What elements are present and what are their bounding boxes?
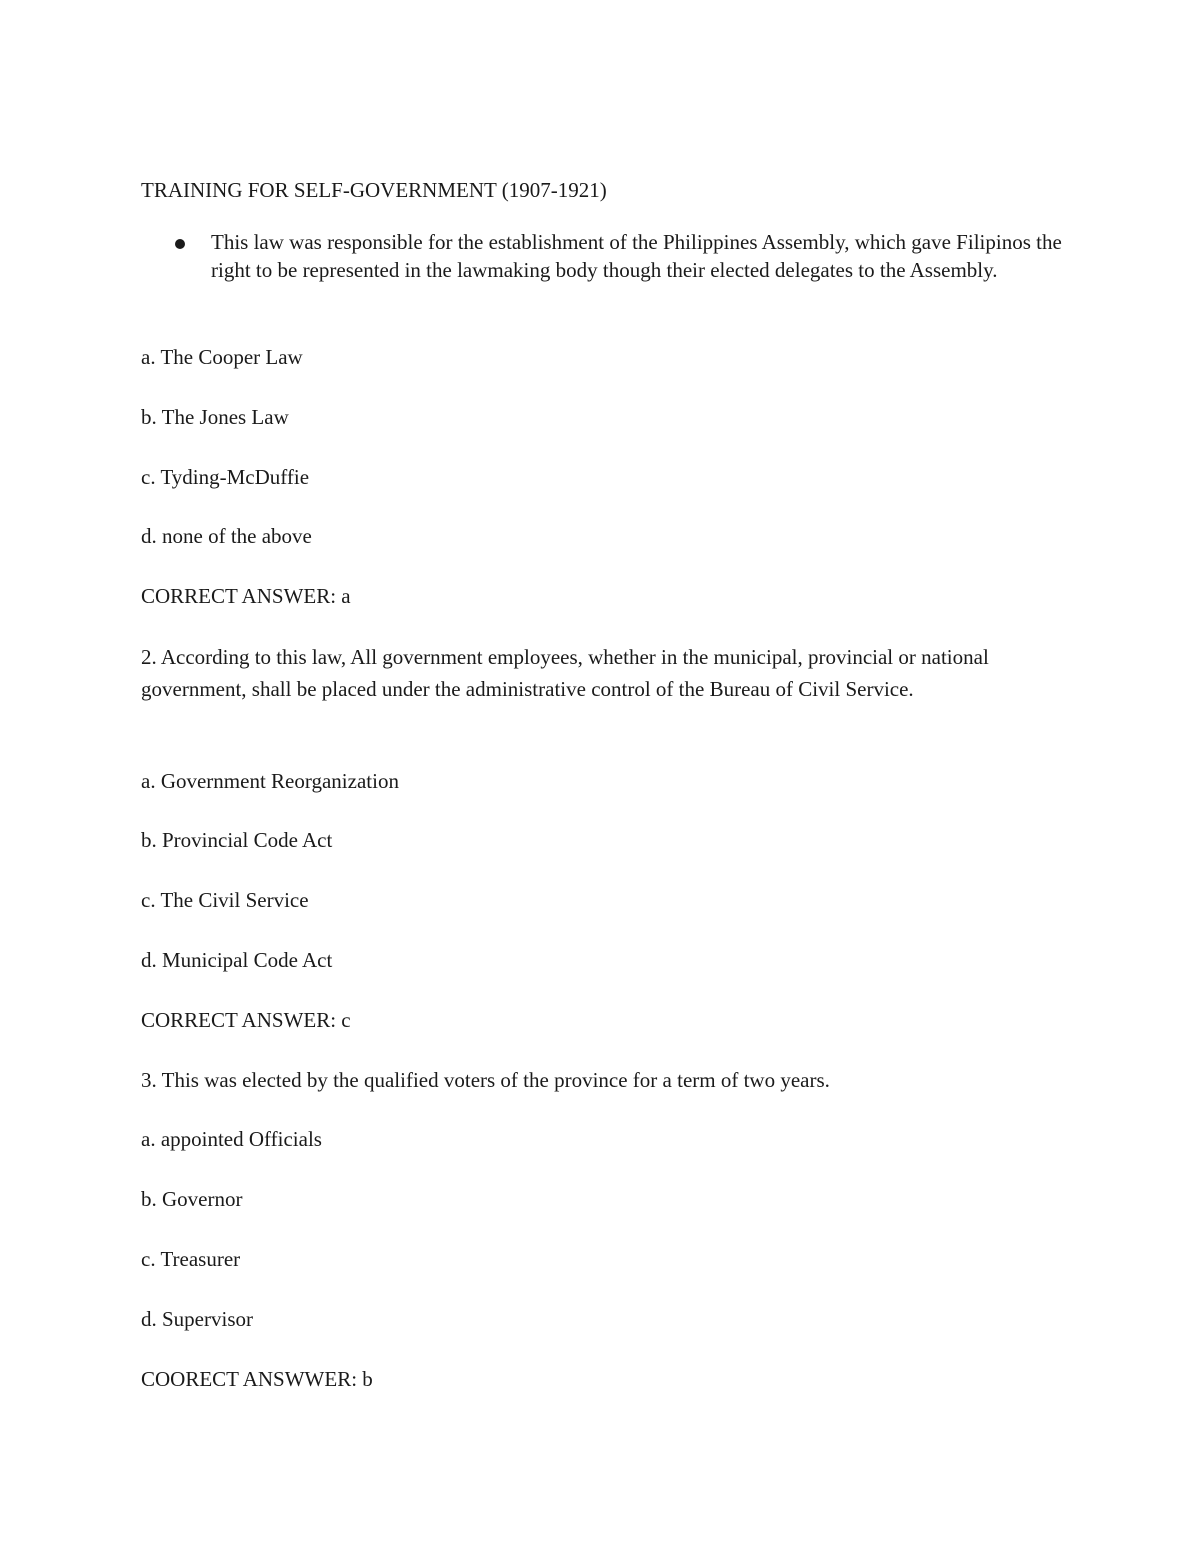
section-heading: TRAINING FOR SELF-GOVERNMENT (1907-1921) (141, 178, 607, 202)
question-3-option-c: c. Treasurer (141, 1247, 241, 1271)
question-3-option-d: d. Supervisor (141, 1307, 253, 1331)
question-2-option-c: c. The Civil Service (141, 888, 309, 912)
bullet-icon (175, 239, 185, 249)
question-3-option-a: a. appointed Officials (141, 1127, 322, 1151)
question-1-text: This law was responsible for the establishment of the Philippines Assembly, which gave Filipinos the right to be represented in the lawmaking body though their elected delegates to the Assembly. (211, 230, 1062, 282)
question-3-answer: COORECT ANSWWER: b (141, 1367, 373, 1391)
question-1-option-d: d. none of the above (141, 524, 312, 548)
question-2-text: 2. According to this law, All government employees, whether in the municipal, provincial or national government, shall be placed under the administrative control of the Bureau of Civil Service. (141, 645, 989, 701)
question-1-answer: CORRECT ANSWER: a (141, 584, 351, 608)
question-3-option-b: b. Governor (141, 1187, 243, 1211)
question-3-text: 3. This was elected by the qualified voters of the province for a term of two years. (141, 1068, 830, 1092)
question-2-option-d: d. Municipal Code Act (141, 948, 333, 972)
question-2-option-a: a. Government Reorganization (141, 769, 399, 793)
question-1-option-c: c. Tyding-McDuffie (141, 465, 310, 489)
question-2-option-b: b. Provincial Code Act (141, 828, 333, 852)
question-1-option-b: b. The Jones Law (141, 405, 289, 429)
question-2-answer: CORRECT ANSWER: c (141, 1008, 351, 1032)
question-1-option-a: a. The Cooper Law (141, 345, 303, 369)
